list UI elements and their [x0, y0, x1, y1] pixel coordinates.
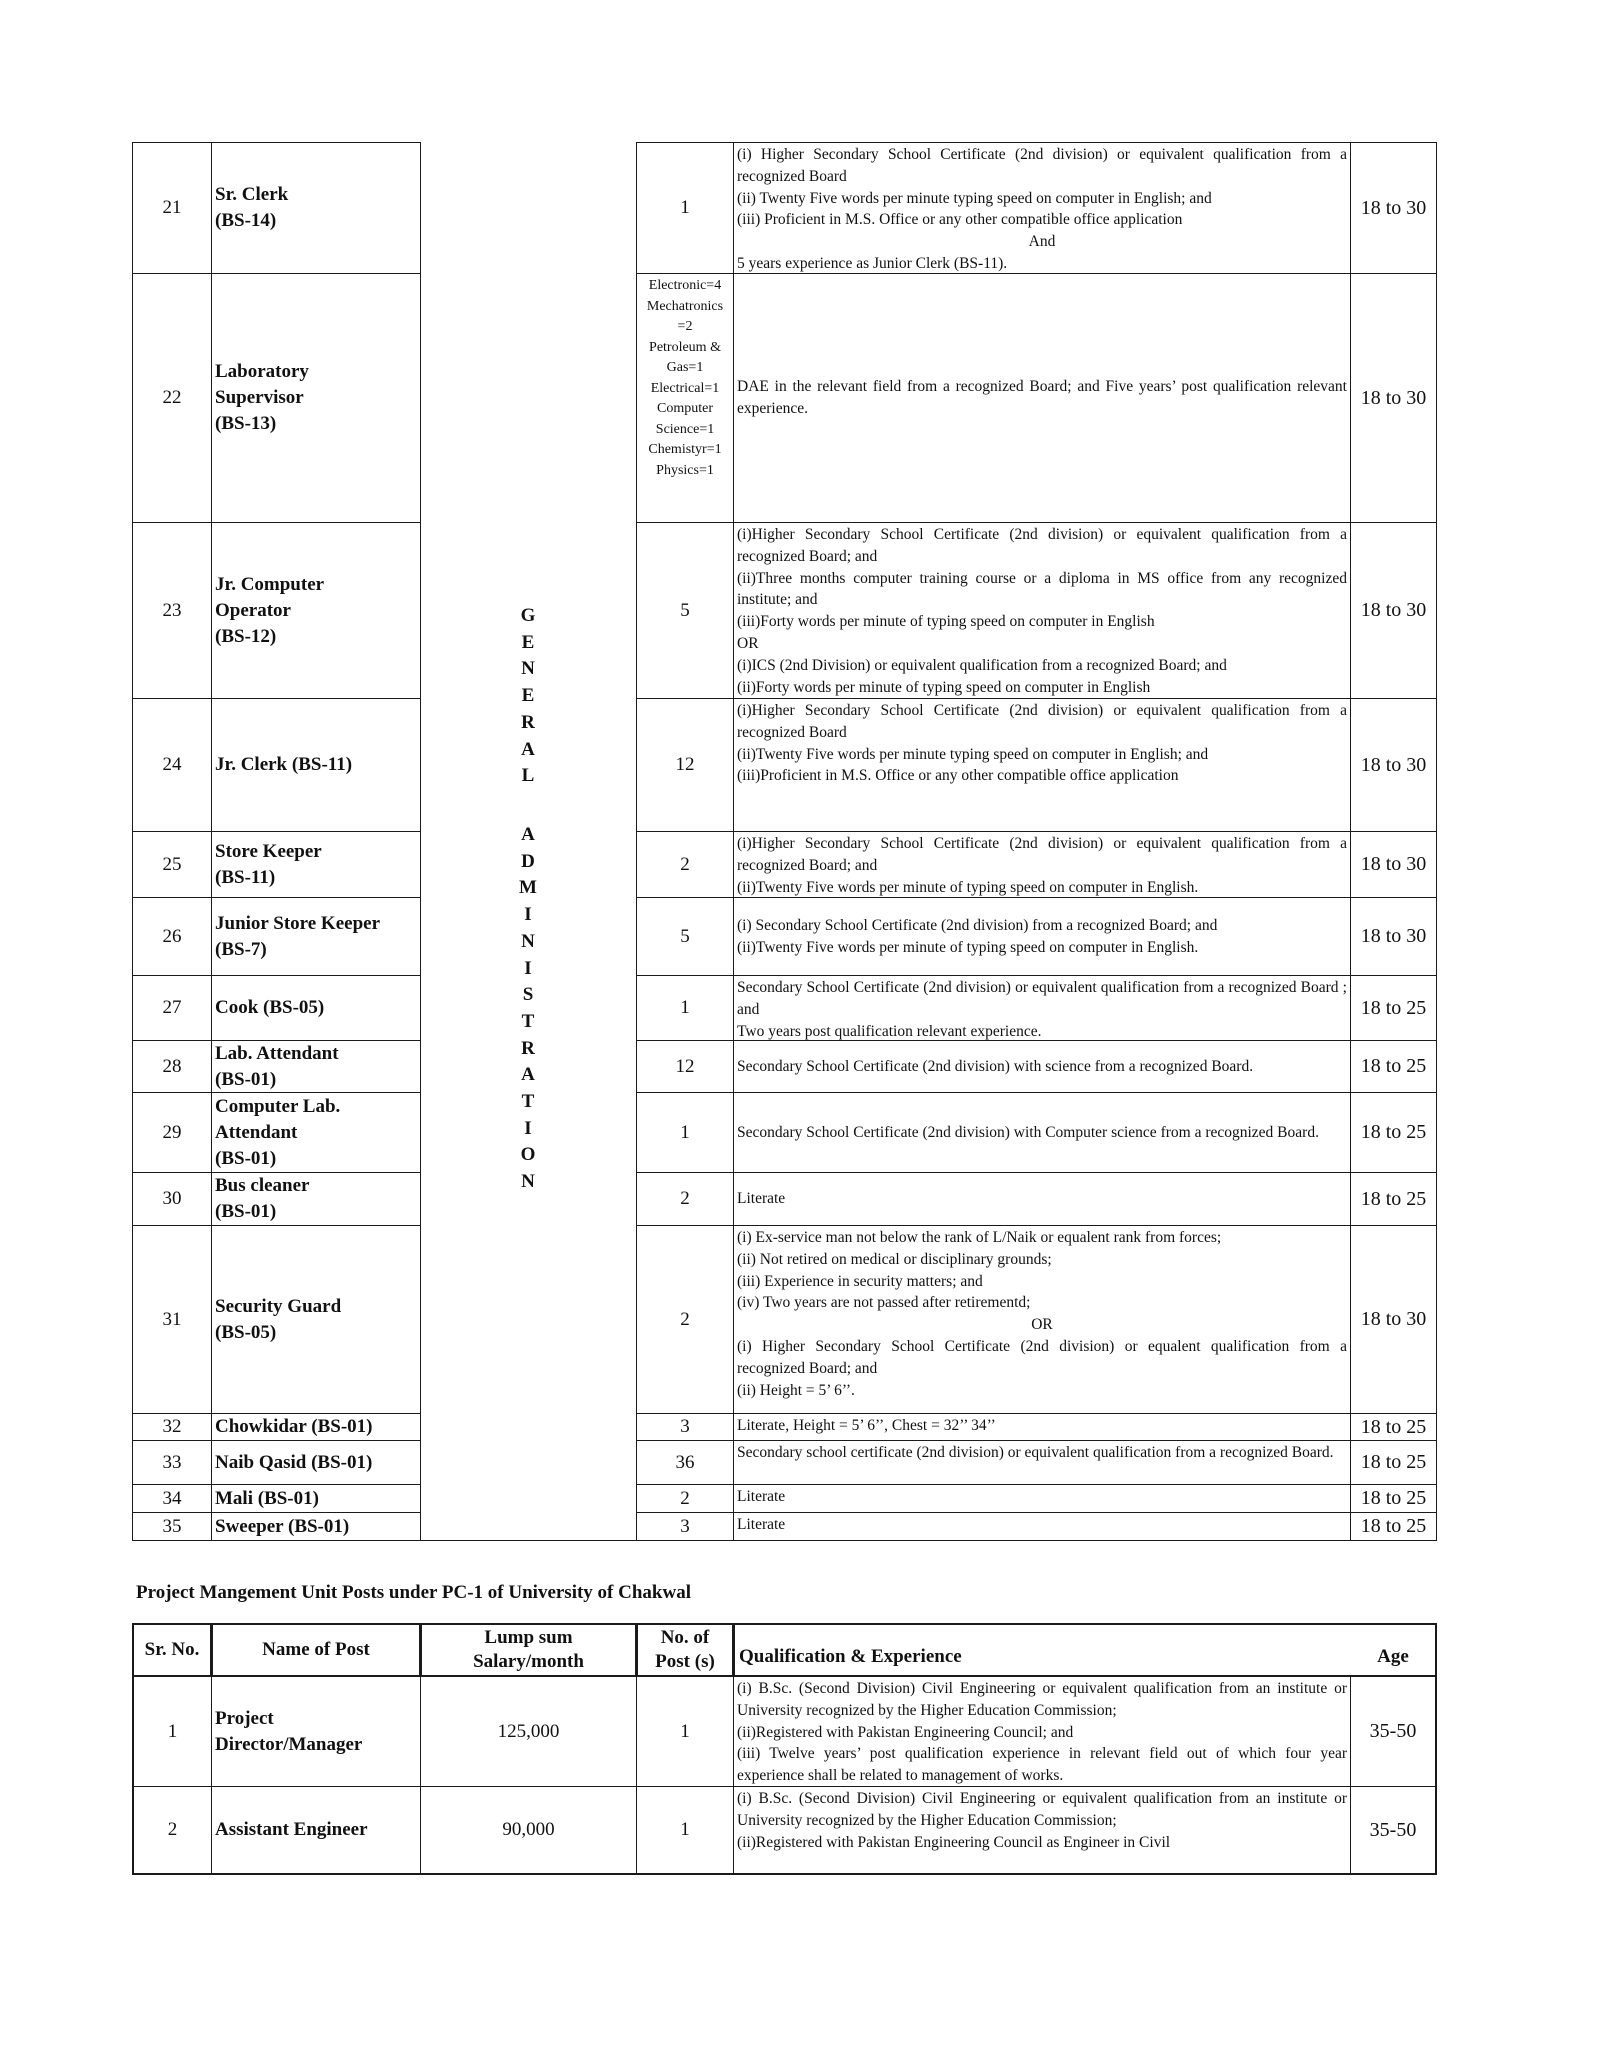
- department-label-letter: N: [521, 658, 535, 680]
- department-label-letter: M: [519, 877, 537, 899]
- row-21-qualification: [733, 142, 1351, 274]
- pmu-row-1-salary: 125,000: [420, 1676, 637, 1787]
- department-label-administration: [420, 822, 636, 1196]
- row-24-no-of-posts: 12: [636, 698, 734, 832]
- row-29-qualification: [733, 1092, 1351, 1173]
- qualification-line: OR: [737, 634, 759, 652]
- qualification-line: (i)Higher Secondary School Certificate (2nd division) or equivalent qualification from a recognized Board; and: [737, 526, 1347, 565]
- row-34-no-of-posts: 2: [636, 1484, 734, 1513]
- posts-breakdown-item: Science=1: [655, 421, 715, 437]
- qualification-line: (iii)Proficient in M.S. Office or any other compatible office application: [737, 767, 1179, 785]
- row-34-sr-no: 34: [132, 1484, 212, 1513]
- row-30-age: 18 to 25: [1350, 1172, 1437, 1226]
- qualification-line: (i)Higher Secondary School Certificate (2nd division) or equivalent qualification from a recognized Board: [737, 702, 1347, 741]
- header-sr-no-text: Sr. No.: [144, 1639, 200, 1660]
- row-23-qualification: [733, 522, 1351, 699]
- qualification-line: Two years post qualification relevant experience.: [737, 1022, 1042, 1040]
- qualification-line: Literate, Height = 5’ 6’’, Chest = 32’’ 34’’: [737, 1417, 996, 1434]
- qualification-line: And: [1028, 233, 1056, 251]
- pmu-row-2-sr-no: 2: [132, 1786, 212, 1875]
- qualification-line: (i) Higher Secondary School Certificate (2nd division) or equivalent qualification from a recognized Board: [737, 146, 1347, 185]
- posts-breakdown-item: Petroleum &: [649, 339, 721, 355]
- department-label-letter: T: [521, 1091, 535, 1113]
- row-28-qualification: [733, 1040, 1351, 1093]
- row-22-post-name: Laboratory Supervisor (BS-13): [211, 273, 421, 523]
- row-24-sr-no: 24: [132, 698, 212, 832]
- qualification-line: (iv) Two years are not passed after retirementd;: [737, 1294, 1031, 1312]
- qualification-line: (iii)Forty words per minute of typing speed on computer in English: [737, 613, 1155, 631]
- qualification-line: OR: [1031, 1316, 1053, 1334]
- row-35-qualification: [733, 1512, 1351, 1541]
- row-23-no-of-posts: 5: [636, 522, 734, 699]
- qualification-line: Secondary school certificate (2nd division) or equivalent qualification from a recognized Board.: [737, 1444, 1334, 1461]
- posts-breakdown-item: Gas=1: [666, 360, 704, 375]
- row-25-qualification: [733, 831, 1351, 898]
- header-age-text: Age: [1377, 1646, 1409, 1667]
- row-26-age: 18 to 30: [1350, 897, 1437, 976]
- row-29-sr-no: 29: [132, 1092, 212, 1173]
- row-23-sr-no: 23: [132, 522, 212, 699]
- qualification-line: (ii)Twenty Five words per minute of typing speed on computer in English.: [737, 878, 1199, 896]
- row-33-post-name: Naib Qasid (BS-01): [211, 1440, 421, 1485]
- row-31-no-of-posts: 2: [636, 1225, 734, 1414]
- qualification-line: Secondary School Certificate (2nd division) or equivalent qualification from a recognized Board ; and: [737, 979, 1347, 1018]
- qualification-line: (ii) Not retired on medical or disciplinary grounds;: [737, 1250, 1052, 1268]
- qualification-line: (iii) Twelve years’ post qualification experience in relevant field out of which four year experience shall be related to management of works.: [737, 1745, 1347, 1785]
- row-31-qualification: [733, 1225, 1351, 1414]
- department-label-letter: D: [521, 850, 535, 872]
- qualification-line: (i) B.Sc. (Second Division) Civil Engineering or equivalent qualification from an institute or University recognized by the Higher Education Commission;: [737, 1790, 1347, 1829]
- row-30-qualification: [733, 1172, 1351, 1226]
- row-30-sr-no: 30: [132, 1172, 212, 1226]
- qualification-line: Secondary School Certificate (2nd division) with Computer science from a recognized Board.: [737, 1123, 1319, 1141]
- department-label-letter: T: [521, 1010, 535, 1032]
- qualification-line: Literate: [737, 1488, 786, 1505]
- header-posts-text: No. of Post (s): [655, 1627, 715, 1672]
- qualification-line: (ii)Twenty Five words per minute of typing speed on computer in English.: [737, 938, 1199, 956]
- department-label-letter: L: [521, 765, 535, 787]
- qualification-line: 5 years experience as Junior Clerk (BS-11).: [737, 254, 1008, 272]
- row-31-post-name: Security Guard (BS-05): [211, 1225, 421, 1414]
- department-column-bottom-border: [420, 1511, 637, 1541]
- pmu-row-1-sr-no: 1: [132, 1676, 212, 1787]
- row-25-sr-no: 25: [132, 831, 212, 898]
- row-31-sr-no: 31: [132, 1225, 212, 1414]
- posts-breakdown-item: Chemistyr=1: [648, 442, 722, 457]
- qualification-line: (ii)Registered with Pakistan Engineering Council as Engineer in Civil: [737, 1833, 1171, 1851]
- department-label-letter: R: [521, 711, 535, 733]
- row-28-no-of-posts: 12: [636, 1040, 734, 1093]
- department-label-letter: G: [520, 605, 536, 626]
- row-35-age: 18 to 25: [1350, 1512, 1437, 1541]
- row-30-post-name: Bus cleaner (BS-01): [211, 1172, 421, 1226]
- row-34-qualification: [733, 1484, 1351, 1513]
- pmu-row-1-post-name: Project Director/Manager: [211, 1676, 421, 1787]
- row-30-no-of-posts: 2: [636, 1172, 734, 1226]
- department-label-letter: S: [522, 984, 534, 1006]
- row-27-age: 18 to 25: [1350, 975, 1437, 1041]
- qualification-line: (ii) Twenty Five words per minute typing speed on computer in English; and: [737, 189, 1212, 207]
- row-34-age: 18 to 25: [1350, 1484, 1437, 1513]
- pmu-row-1-no-of-posts: 1: [636, 1676, 734, 1787]
- row-26-post-name: Junior Store Keeper (BS-7): [211, 897, 421, 976]
- posts-breakdown-item: Computer: [657, 401, 713, 416]
- header-name-text: Name of Post: [262, 1639, 370, 1660]
- row-33-age: 18 to 25: [1350, 1440, 1437, 1485]
- header-name-of-post: [211, 1623, 421, 1677]
- row-27-no-of-posts: 1: [636, 975, 734, 1041]
- row-33-sr-no: 33: [132, 1440, 212, 1485]
- row-34-post-name: Mali (BS-01): [211, 1484, 421, 1513]
- department-label-letter: N: [521, 1171, 535, 1193]
- row-21-no-of-posts: 1: [636, 142, 734, 274]
- department-label-letter: O: [520, 1144, 536, 1166]
- row-21-age: 18 to 30: [1350, 142, 1437, 274]
- pmu-row-1-age: 35-50: [1350, 1676, 1437, 1787]
- header-age: [1350, 1640, 1436, 1674]
- qualification-line: (i)ICS (2nd Division) or equivalent qualification from a recognized Board; and: [737, 656, 1227, 674]
- row-33-no-of-posts: 36: [636, 1440, 734, 1485]
- pmu-row-2-age: 35-50: [1350, 1786, 1437, 1875]
- row-27-sr-no: 27: [132, 975, 212, 1041]
- row-27-qualification: [733, 975, 1351, 1041]
- header-qualification: [733, 1623, 1437, 1677]
- posts-breakdown-item: Electronic=4: [648, 278, 722, 293]
- department-label-letter: E: [521, 685, 535, 707]
- department-label-letter: R: [521, 1037, 535, 1059]
- qualification-line: (ii)Twenty Five words per minute typing speed on computer in English; and: [737, 745, 1209, 763]
- posts-breakdown-item: =2: [677, 319, 693, 334]
- qualification-line: (i) Ex-service man not below the rank of L/Naik or equalent rank from forces;: [737, 1229, 1222, 1246]
- qualification-line: (iii) Experience in security matters; and: [737, 1272, 983, 1290]
- pmu-section-title: Project Mangement Unit Posts under PC-1 of University of Chakwal: [136, 1582, 691, 1603]
- qualification-line: Literate: [737, 1190, 786, 1208]
- department-label-letter: I: [524, 1117, 532, 1139]
- pmu-row-1-qualification: [733, 1676, 1351, 1787]
- row-24-post-name: Jr. Clerk (BS-11): [211, 698, 421, 832]
- qualification-line: Literate: [737, 1516, 786, 1533]
- row-35-sr-no: 35: [132, 1512, 212, 1541]
- row-28-post-name: Lab. Attendant (BS-01): [211, 1040, 421, 1093]
- row-33-qualification: [733, 1440, 1351, 1485]
- qualification-line: (ii)Forty words per minute of typing speed on computer in English: [737, 678, 1151, 696]
- department-label-letter: N: [521, 930, 535, 952]
- row-25-post-name: Store Keeper (BS-11): [211, 831, 421, 898]
- row-26-qualification: [733, 897, 1351, 976]
- row-28-age: 18 to 25: [1350, 1040, 1437, 1093]
- row-32-qualification: [733, 1413, 1351, 1441]
- qualification-line: DAE in the relevant field from a recognized Board; and Five years’ post qualification relevant experience.: [737, 378, 1347, 417]
- row-35-post-name: Sweeper (BS-01): [211, 1512, 421, 1541]
- row-23-post-name: Jr. Computer Operator (BS-12): [211, 522, 421, 699]
- row-22-qualification: [733, 273, 1351, 523]
- qualification-line: Secondary School Certificate (2nd division) with science from a recognized Board.: [737, 1057, 1254, 1075]
- row-28-sr-no: 28: [132, 1040, 212, 1093]
- posts-breakdown-item: Physics=1: [656, 462, 714, 478]
- pmu-row-2-qualification: [733, 1786, 1351, 1875]
- department-label-letter: A: [521, 824, 535, 845]
- row-22-posts-breakdown: [636, 273, 734, 523]
- qualification-line: (i) Secondary School Certificate (2nd division) from a recognized Board; and: [737, 916, 1218, 934]
- department-label-letter: E: [521, 631, 535, 653]
- header-salary-text: Lump sum Salary/month: [473, 1627, 584, 1672]
- department-label-general: [420, 603, 636, 790]
- row-29-age: 18 to 25: [1350, 1092, 1437, 1173]
- header-qualification-text: Qualification & Experience: [739, 1646, 962, 1667]
- row-32-no-of-posts: 3: [636, 1413, 734, 1441]
- row-25-no-of-posts: 2: [636, 831, 734, 898]
- pmu-row-2-post-name: Assistant Engineer: [211, 1786, 421, 1875]
- row-35-no-of-posts: 3: [636, 1512, 734, 1541]
- department-label-letter: A: [521, 738, 535, 760]
- department-label-letter: I: [524, 957, 532, 979]
- qualification-line: (i)Higher Secondary School Certificate (2nd division) or equivalent qualification from a recognized Board; and: [737, 835, 1347, 874]
- qualification-line: (i) Higher Secondary School Certificate (2nd division) or equalent qualification from a recognized Board; and: [737, 1337, 1347, 1377]
- row-21-post-name: Sr. Clerk (BS-14): [211, 142, 421, 274]
- qualification-line: (i) B.Sc. (Second Division) Civil Engineering or equivalent qualification from an institute or University recognized by the Higher Education Commission;: [737, 1680, 1347, 1719]
- row-22-sr-no: 22: [132, 273, 212, 523]
- posts-breakdown-item: Electrical=1: [650, 380, 720, 396]
- row-32-age: 18 to 25: [1350, 1413, 1437, 1441]
- row-24-age: 18 to 30: [1350, 698, 1437, 832]
- qualification-line: (ii) Height = 5’ 6’’.: [737, 1381, 855, 1399]
- header-no-of-posts: [636, 1623, 734, 1677]
- row-31-age: 18 to 30: [1350, 1225, 1437, 1414]
- row-25-age: 18 to 30: [1350, 831, 1437, 898]
- row-21-sr-no: 21: [132, 142, 212, 274]
- posts-breakdown-item: Mechatronics: [646, 298, 724, 314]
- row-29-no-of-posts: 1: [636, 1092, 734, 1173]
- row-27-post-name: Cook (BS-05): [211, 975, 421, 1041]
- row-32-sr-no: 32: [132, 1413, 212, 1441]
- department-label-letter: I: [524, 904, 532, 926]
- row-23-age: 18 to 30: [1350, 522, 1437, 699]
- pmu-row-2-salary: 90,000: [420, 1786, 637, 1875]
- row-29-post-name: Computer Lab. Attendant (BS-01): [211, 1092, 421, 1173]
- header-sr-no: [132, 1623, 212, 1677]
- row-24-qualification: [733, 698, 1351, 832]
- qualification-line: (ii)Registered with Pakistan Engineering Council; and: [737, 1723, 1074, 1741]
- qualification-line: (iii) Proficient in M.S. Office or any other compatible office application: [737, 211, 1183, 229]
- row-26-sr-no: 26: [132, 897, 212, 976]
- department-label-letter: A: [521, 1064, 535, 1086]
- qualification-line: (ii)Three months computer training course or a diploma in MS office from any recognized institute; and: [737, 569, 1347, 609]
- row-22-age: 18 to 30: [1350, 273, 1437, 523]
- row-32-post-name: Chowkidar (BS-01): [211, 1413, 421, 1441]
- pmu-row-2-no-of-posts: 1: [636, 1786, 734, 1875]
- row-26-no-of-posts: 5: [636, 897, 734, 976]
- header-salary: [420, 1623, 637, 1677]
